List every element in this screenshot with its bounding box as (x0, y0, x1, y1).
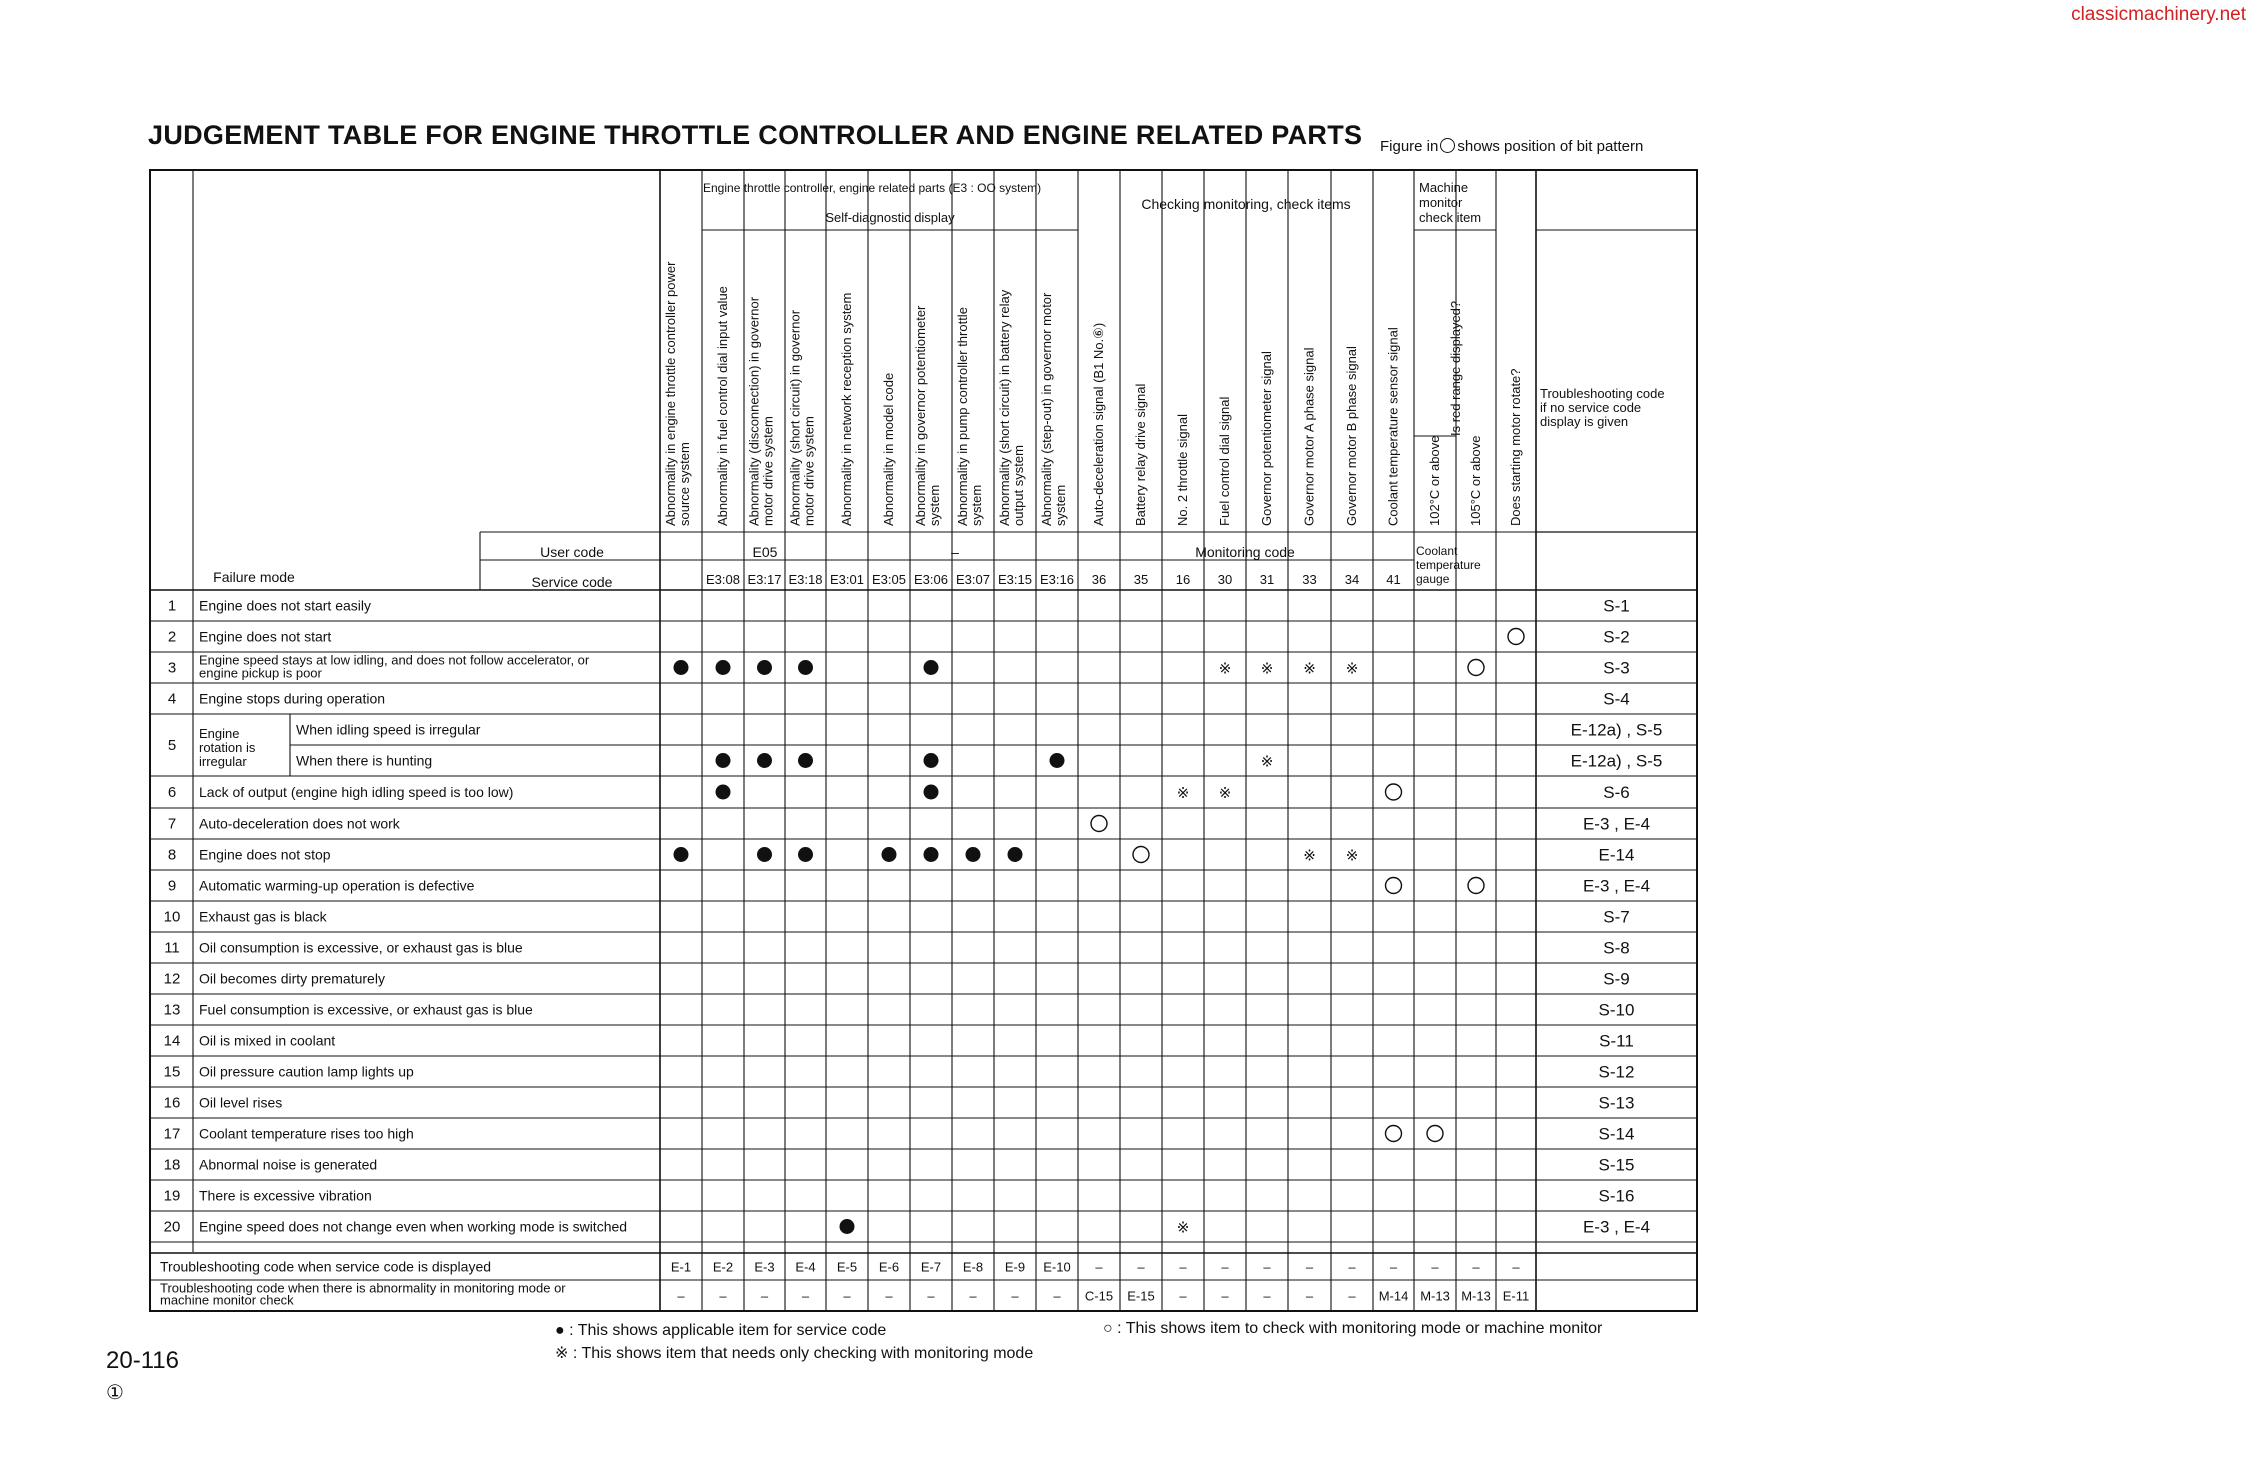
row-number: 9 (167, 877, 177, 895)
applicable-dot-icon (882, 847, 897, 862)
troubleshooting-code: E-12a) , S-5 (1570, 720, 1663, 740)
troubleshooting-code: E-12a) , S-5 (1570, 751, 1663, 771)
coolant-gauge-label: temperature (1416, 558, 1481, 572)
applicable-dot-icon (798, 660, 813, 675)
check-circle-icon (1091, 816, 1107, 832)
troubleshooting-code: S-6 (1603, 783, 1630, 802)
applicable-dot-icon (757, 753, 772, 768)
column-label: motor drive system (801, 416, 817, 526)
row-number: 10 (163, 908, 181, 926)
footer-value: – (927, 1288, 935, 1304)
footer-value: – (1389, 1259, 1398, 1275)
service-code: E3:06 (914, 572, 948, 587)
footer-value: E-6 (878, 1259, 900, 1275)
troubleshooting-code: S-14 (1598, 1124, 1635, 1144)
footer-label: Troubleshooting code when service code is displayed (160, 1258, 492, 1275)
failure-mode-text: Engine does not start (199, 628, 332, 645)
group3-label: Machine (1419, 180, 1469, 195)
column-label: Coolant temperature sensor signal (1385, 327, 1401, 526)
footer-value: – (1137, 1259, 1145, 1275)
monitoring-code-label: Monitoring code (1195, 544, 1295, 560)
row-number: 12 (163, 970, 181, 988)
applicable-dot-icon (924, 785, 939, 800)
service-code: 36 (1091, 572, 1107, 587)
column-label: Auto-deceleration signal (B1 No.⑥) (1091, 322, 1106, 526)
failure-mode-text: Engine speed stays at low idling, and does not follow accelerator, or (199, 652, 590, 668)
applicable-dot-icon (716, 785, 731, 800)
failure-mode-text: Fuel consumption is excessive, or exhaust gas is blue (199, 1001, 533, 1018)
footer-value: – (1053, 1288, 1061, 1304)
troubleshooting-code: E-14 (1598, 845, 1635, 865)
row-number: 15 (163, 1063, 181, 1081)
row-number: 11 (164, 939, 180, 957)
column-label: Abnormality (step-out) in governor motor (1039, 292, 1054, 526)
row-number: 18 (163, 1156, 181, 1174)
applicable-dot-icon (924, 660, 939, 675)
footer-value: – (677, 1288, 685, 1304)
failure-mode-header: Failure mode (213, 569, 295, 585)
column-label: Abnormality in pump controller throttle (955, 307, 970, 526)
troubleshooting-code: E-3 , E-4 (1582, 1217, 1651, 1237)
page-number: 20-116 (106, 1347, 179, 1374)
troubleshooting-header: display is given (1540, 414, 1629, 429)
failure-mode-text: Oil pressure caution lamp lights up (199, 1063, 414, 1080)
row-number: 19 (163, 1187, 181, 1205)
applicable-dot-icon (757, 660, 772, 675)
group1-label: Engine throttle controller, engine related parts (E3 : OO system) (703, 181, 1042, 195)
monitoring-star-icon: ※ (1303, 847, 1316, 865)
check-circle-icon (1386, 784, 1402, 800)
service-code: 41 (1386, 572, 1401, 587)
failure-mode-text: Oil level rises (199, 1094, 283, 1111)
footer-value: E-9 (1004, 1259, 1026, 1275)
row-number: 5 (167, 737, 177, 754)
troubleshooting-code: S-12 (1598, 1062, 1635, 1082)
troubleshooting-code: S-10 (1598, 1000, 1635, 1020)
column-label: Abnormality in engine throttle controller power (663, 261, 678, 526)
footer-label: Troubleshooting code when there is abnormality in monitoring mode or (160, 1280, 566, 1296)
applicable-dot-icon (674, 847, 689, 862)
footer-value: – (760, 1288, 769, 1304)
footer-value: E-1 (670, 1259, 692, 1275)
failure-mode-text: There is excessive vibration (199, 1187, 372, 1204)
applicable-dot-icon (716, 753, 731, 768)
failure-mode-text: When there is hunting (296, 752, 433, 769)
troubleshooting-code: S-16 (1598, 1186, 1635, 1206)
column-label: Abnormality (short circuit) in battery relay (997, 289, 1012, 526)
legend-star: ※ : This shows item that needs only checking with monitoring mode (555, 1345, 1034, 1362)
footer-value: – (843, 1288, 851, 1304)
service-code: E3:16 (1040, 572, 1074, 587)
service-code: 16 (1175, 572, 1191, 587)
group3-label: monitor (1419, 195, 1463, 210)
failure-mode-text: Oil is mixed in coolant (199, 1032, 336, 1049)
check-circle-icon (1468, 878, 1484, 894)
column-label: Governor potentiometer signal (1259, 351, 1274, 526)
service-code: E3:15 (998, 572, 1032, 587)
footer-value: – (1305, 1288, 1314, 1304)
red-range-label: Is red range displayed? (1448, 300, 1463, 436)
column-label: Abnormality in governor potentiometer (913, 305, 928, 526)
monitoring-star-icon: ※ (1345, 847, 1359, 865)
column-label: Governor motor B phase signal (1344, 346, 1359, 526)
column-label: Abnormality (disconnection) in governor (746, 296, 762, 526)
footer-value: – (1221, 1259, 1229, 1275)
troubleshooting-header: if no service code (1540, 400, 1642, 415)
column-label: system (927, 484, 942, 526)
row-number: 8 (167, 846, 177, 864)
footer-value: E-3 (754, 1259, 775, 1275)
footer-value: E-2 (712, 1259, 734, 1275)
monitoring-star-icon: ※ (1176, 1219, 1190, 1237)
column-label: source system (677, 442, 692, 526)
failure-mode-text: Lack of output (engine high idling speed is too low) (199, 784, 514, 800)
footer-value: M-14 (1378, 1288, 1409, 1304)
service-code: E3:05 (872, 572, 906, 587)
footer-value: – (1348, 1288, 1356, 1304)
user-code-e05: E05 (752, 544, 778, 560)
applicable-dot-icon (798, 847, 813, 862)
column-label: Abnormality in network reception system (839, 292, 854, 526)
troubleshooting-code: E-3 , E-4 (1582, 814, 1651, 834)
row-number: 4 (167, 690, 177, 708)
footer-value: – (1179, 1288, 1187, 1304)
footer-value: – (1472, 1259, 1480, 1275)
troubleshooting-code: S-11 (1599, 1031, 1634, 1051)
monitoring-star-icon: ※ (1218, 660, 1232, 678)
footer-value: – (719, 1288, 727, 1304)
failure-mode-text: Engine stops during operation (199, 690, 386, 707)
failure-mode-text: Abnormal noise is generated (199, 1156, 378, 1173)
failure-mode-text: Engine speed does not change even when working mode is switched (199, 1218, 628, 1235)
watermark: classicmachinery.net (2071, 4, 2246, 25)
column-label: system (1053, 484, 1068, 526)
footer-value: M-13 (1461, 1288, 1491, 1304)
footer-value: – (1431, 1259, 1439, 1275)
service-code: E3:01 (830, 572, 864, 587)
troubleshooting-code: S-9 (1603, 969, 1630, 989)
troubleshooting-code: S-3 (1603, 658, 1630, 678)
service-code: 34 (1344, 572, 1360, 587)
footer-value: – (885, 1288, 893, 1304)
row5-group-label: irregular (199, 754, 247, 769)
monitoring-star-icon: ※ (1345, 660, 1359, 678)
footer-value: – (1095, 1259, 1103, 1275)
monitoring-star-icon: ※ (1218, 785, 1232, 802)
applicable-dot-icon (674, 660, 689, 675)
service-code: 35 (1133, 572, 1149, 587)
column-label: motor drive system (760, 416, 776, 526)
column-label: Abnormality in fuel control dial input value (715, 286, 730, 526)
column-label: No. 2 throttle signal (1175, 413, 1190, 526)
troubleshooting-code: S-7 (1603, 907, 1630, 927)
applicable-dot-icon (798, 753, 813, 768)
column-label: Abnormality (short circuit) in governor (787, 309, 803, 526)
row5-group-label: Engine (199, 726, 240, 741)
group1-sub-label: Self-diagnostic display (825, 210, 955, 225)
footer-value: C-15 (1084, 1288, 1114, 1304)
monitoring-star-icon: ※ (1260, 753, 1274, 771)
row-number: 14 (163, 1032, 181, 1050)
troubleshooting-code: S-13 (1598, 1093, 1635, 1113)
row-number: 17 (163, 1125, 181, 1143)
column-label: output system (1011, 445, 1026, 526)
coolant-gauge-label: Coolant (1416, 544, 1458, 558)
applicable-dot-icon (924, 847, 939, 862)
service-code: 31 (1259, 572, 1275, 587)
check-circle-icon (1386, 1126, 1402, 1142)
footer-value: – (1263, 1259, 1271, 1275)
monitoring-star-icon: ※ (1303, 660, 1316, 678)
check-circle-icon (1386, 878, 1402, 894)
footer-value: E-10 (1043, 1259, 1071, 1275)
column-label: system (969, 484, 984, 526)
monitoring-star-icon: ※ (1260, 660, 1274, 678)
check-circle-icon (1427, 1126, 1443, 1142)
legend-circle: ○ : This shows item to check with monitoring mode or machine monitor (1103, 1320, 1603, 1337)
figure-note-prefix: Figure in (1380, 138, 1439, 155)
footer-label: machine monitor check (160, 1292, 294, 1308)
row5-group-label: rotation is (199, 740, 256, 755)
troubleshooting-code: S-4 (1603, 689, 1630, 709)
row-number: 20 (163, 1218, 181, 1236)
check-circle-icon (1468, 660, 1484, 676)
footer-value: E-8 (962, 1259, 984, 1275)
column-label: Fuel control dial signal (1217, 396, 1232, 526)
footer-value: E-7 (920, 1259, 942, 1275)
legend-dot: ● : This shows applicable item for service code (555, 1322, 887, 1339)
service-code: 30 (1217, 572, 1233, 587)
revision-mark: ① (106, 1382, 124, 1404)
failure-mode-text: engine pickup is poor (199, 665, 322, 681)
troubleshooting-code: S-2 (1603, 627, 1630, 647)
footer-value: E-11 (1502, 1288, 1530, 1304)
applicable-dot-icon (966, 847, 981, 862)
service-code: E3:17 (747, 572, 782, 587)
footer-value: – (1348, 1259, 1356, 1275)
failure-mode-text: Oil consumption is excessive, or exhaust gas is blue (199, 939, 523, 956)
applicable-dot-icon (840, 1219, 855, 1234)
failure-mode-text: Coolant temperature rises too high (199, 1125, 414, 1142)
footer-value: – (969, 1288, 977, 1304)
failure-mode-text: Engine does not start easily (199, 597, 371, 614)
failure-mode-text: Oil becomes dirty prematurely (199, 970, 385, 987)
troubleshooting-code: S-8 (1603, 938, 1630, 958)
row-number: 3 (167, 659, 177, 677)
coolant-gauge-label: gauge (1416, 572, 1450, 586)
row-number: 6 (167, 784, 177, 801)
service-code: E3:08 (706, 572, 740, 587)
service-code-header: Service code (531, 574, 613, 590)
troubleshooting-header: Troubleshooting code (1540, 386, 1665, 401)
service-code: E3:18 (788, 572, 823, 587)
service-code: E3:07 (956, 572, 990, 587)
column-label: Governor motor A phase signal (1301, 347, 1317, 526)
applicable-dot-icon (924, 753, 939, 768)
troubleshooting-code: S-15 (1598, 1155, 1635, 1175)
footer-value: – (1221, 1288, 1229, 1304)
footer-value: M-13 (1420, 1288, 1450, 1304)
failure-mode-text: Automatic warming-up operation is defective (199, 877, 475, 894)
page-title: JUDGEMENT TABLE FOR ENGINE THROTTLE CONTROLLER AND ENGINE RELATED PARTS (148, 120, 1363, 150)
column-label: 102°C or above (1427, 435, 1442, 526)
column-label: Battery relay drive signal (1133, 383, 1148, 526)
column-label: Does starting motor rotate? (1508, 368, 1523, 526)
row-number: 2 (167, 628, 177, 646)
applicable-dot-icon (757, 847, 772, 862)
user-code-header: User code (540, 544, 604, 560)
user-code-dash: – (951, 544, 959, 560)
failure-mode-text: Auto-deceleration does not work (199, 815, 400, 832)
footer-value: – (1011, 1288, 1019, 1304)
check-circle-icon (1133, 847, 1149, 863)
applicable-dot-icon (1050, 753, 1065, 768)
troubleshooting-code: E-3 , E-4 (1582, 876, 1651, 896)
footer-value: – (801, 1288, 810, 1304)
applicable-dot-icon (716, 660, 731, 675)
failure-mode-text: When idling speed is irregular (296, 721, 481, 738)
row-number: 13 (163, 1001, 181, 1019)
check-circle-icon (1508, 629, 1524, 645)
footer-value: E-5 (836, 1259, 858, 1275)
troubleshooting-code: S-1 (1603, 596, 1630, 616)
footer-value: E-15 (1127, 1288, 1155, 1304)
column-label: 105°C or above (1468, 435, 1483, 526)
figure-note-suffix: shows position of bit pattern (1457, 138, 1644, 155)
footer-value: – (1263, 1288, 1271, 1304)
failure-mode-text: Engine does not stop (199, 846, 331, 863)
footer-value: – (1179, 1259, 1187, 1275)
failure-mode-text: Exhaust gas is black (199, 908, 327, 925)
row-number: 16 (163, 1094, 181, 1112)
footer-value: – (1512, 1259, 1520, 1275)
column-label: Abnormality in model code (881, 372, 896, 526)
row-number: 1 (167, 597, 177, 615)
group2-label: Checking monitoring, check items (1141, 196, 1351, 212)
service-code: 33 (1302, 572, 1317, 587)
row-number: 7 (167, 815, 177, 833)
footer-value: E-4 (795, 1259, 816, 1275)
footer-value: – (1305, 1259, 1314, 1275)
monitoring-star-icon: ※ (1176, 785, 1190, 802)
group3-label: check item (1419, 210, 1482, 225)
applicable-dot-icon (1008, 847, 1023, 862)
